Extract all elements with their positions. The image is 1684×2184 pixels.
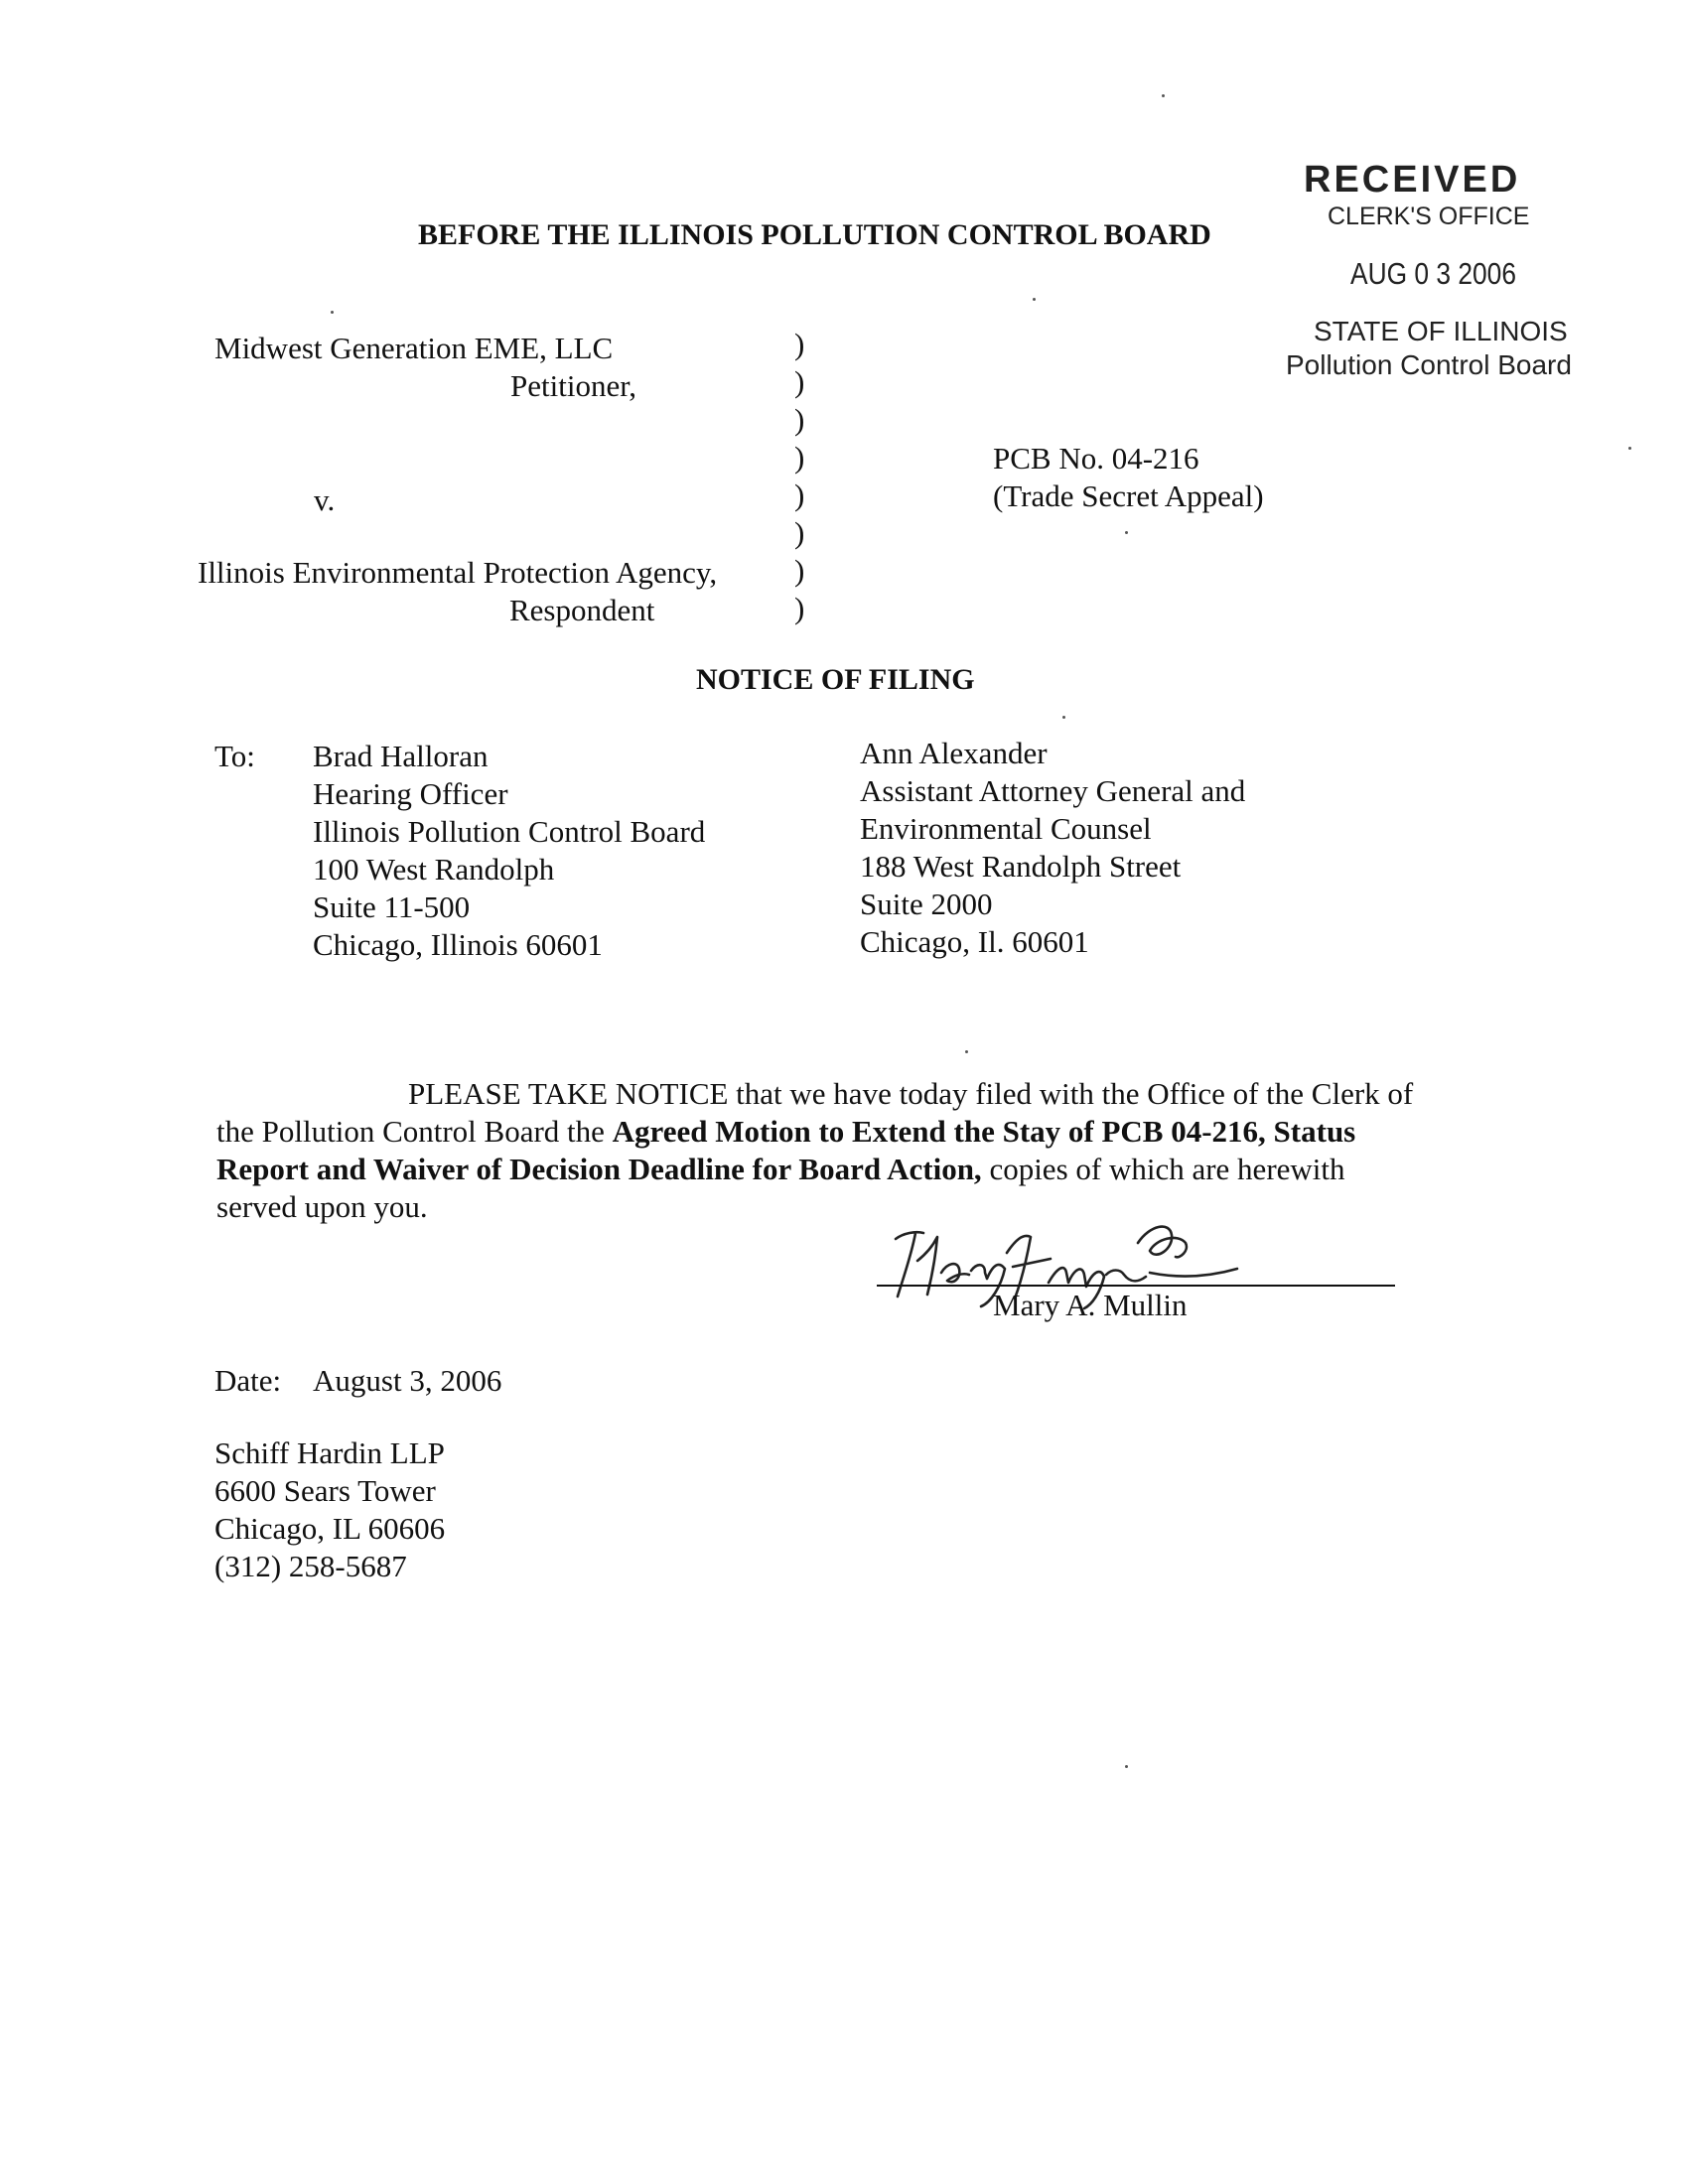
case-number: PCB No. 04-216: [993, 441, 1199, 476]
scan-speck: [1125, 1765, 1128, 1768]
paren: ): [794, 364, 805, 399]
notice-title: NOTICE OF FILING: [696, 663, 975, 696]
respondent-name: Illinois Environmental Protection Agency,: [198, 555, 718, 590]
paren: ): [794, 440, 805, 475]
scan-speck: [1033, 298, 1036, 301]
signer-name: Mary A. Mullin: [993, 1288, 1188, 1322]
notice-paragraph: [216, 1075, 1507, 1226]
stamp-clerks-office: CLERK'S OFFICE: [1328, 203, 1530, 230]
stamp-received: RECEIVED: [1304, 159, 1521, 201]
motion-title: Agreed Motion to Extend the Stay of PCB 04-216, Status: [612, 1114, 1356, 1149]
case-type: (Trade Secret Appeal): [993, 478, 1264, 513]
paren: ): [794, 515, 805, 550]
paragraph-text: the Pollution Control Board the: [216, 1114, 613, 1149]
stamp-date: AUG 0 3 2006: [1350, 256, 1516, 291]
firm-line: Chicago, IL 60606: [214, 1511, 446, 1546]
recipient-block: [860, 735, 1245, 961]
recipient-line: Suite 11-500: [313, 889, 471, 924]
recipient-line: Suite 2000: [860, 887, 993, 921]
recipient-line: Brad Halloran: [313, 739, 489, 773]
petitioner-role: Petitioner,: [510, 368, 637, 403]
paragraph-line: served upon you.: [216, 1189, 428, 1224]
petitioner-name: Midwest Generation EME, LLC: [214, 331, 614, 365]
paragraph-line: PLEASE TAKE NOTICE that we have today filed with the Office of the Clerk of: [408, 1076, 1414, 1111]
caption-parens: [794, 326, 804, 627]
date-label: Date:: [214, 1363, 282, 1398]
paragraph-line: [216, 1151, 1507, 1188]
to-label: To:: [214, 739, 255, 773]
firm-address: [214, 1434, 445, 1585]
recipient-line: Assistant Attorney General and: [860, 773, 1246, 808]
paren: ): [794, 327, 805, 361]
paren: ): [794, 591, 805, 625]
recipient-line: Illinois Pollution Control Board: [313, 814, 706, 849]
paragraph-text: copies of which are herewith: [981, 1152, 1345, 1186]
scan-speck: [1062, 716, 1065, 719]
scan-speck: [1628, 447, 1631, 450]
paragraph-line: [216, 1113, 1507, 1151]
recipient-line: Hearing Officer: [313, 776, 508, 811]
paren: ): [794, 402, 805, 437]
recipient-line: Chicago, Il. 60601: [860, 924, 1089, 959]
stamp-state: STATE OF ILLINOIS: [1314, 316, 1568, 346]
scan-speck: [965, 1050, 968, 1053]
recipient-line: 188 West Randolph Street: [860, 849, 1182, 884]
scan-speck: [1162, 94, 1165, 97]
versus: v.: [314, 482, 336, 517]
firm-line: 6600 Sears Tower: [214, 1473, 436, 1508]
scan-speck: [1125, 531, 1128, 534]
firm-line: (312) 258-5687: [214, 1549, 407, 1583]
paren: ): [794, 478, 805, 512]
motion-title: Report and Waiver of Decision Deadline for Board Action,: [216, 1152, 982, 1186]
recipient-line: Chicago, Illinois 60601: [313, 927, 603, 962]
recipient-line: Environmental Counsel: [860, 811, 1152, 846]
stamp-board: Pollution Control Board: [1286, 349, 1572, 380]
recipient-line: 100 West Randolph: [313, 852, 555, 887]
scan-speck: [331, 311, 334, 314]
page-title: BEFORE THE ILLINOIS POLLUTION CONTROL BOARD: [418, 218, 1211, 251]
date-value: August 3, 2006: [313, 1363, 502, 1398]
paren: ): [794, 553, 805, 588]
recipient-line: Ann Alexander: [860, 736, 1048, 770]
respondent-role: Respondent: [509, 593, 655, 627]
recipient-block: [313, 738, 705, 964]
firm-line: Schiff Hardin LLP: [214, 1435, 445, 1470]
